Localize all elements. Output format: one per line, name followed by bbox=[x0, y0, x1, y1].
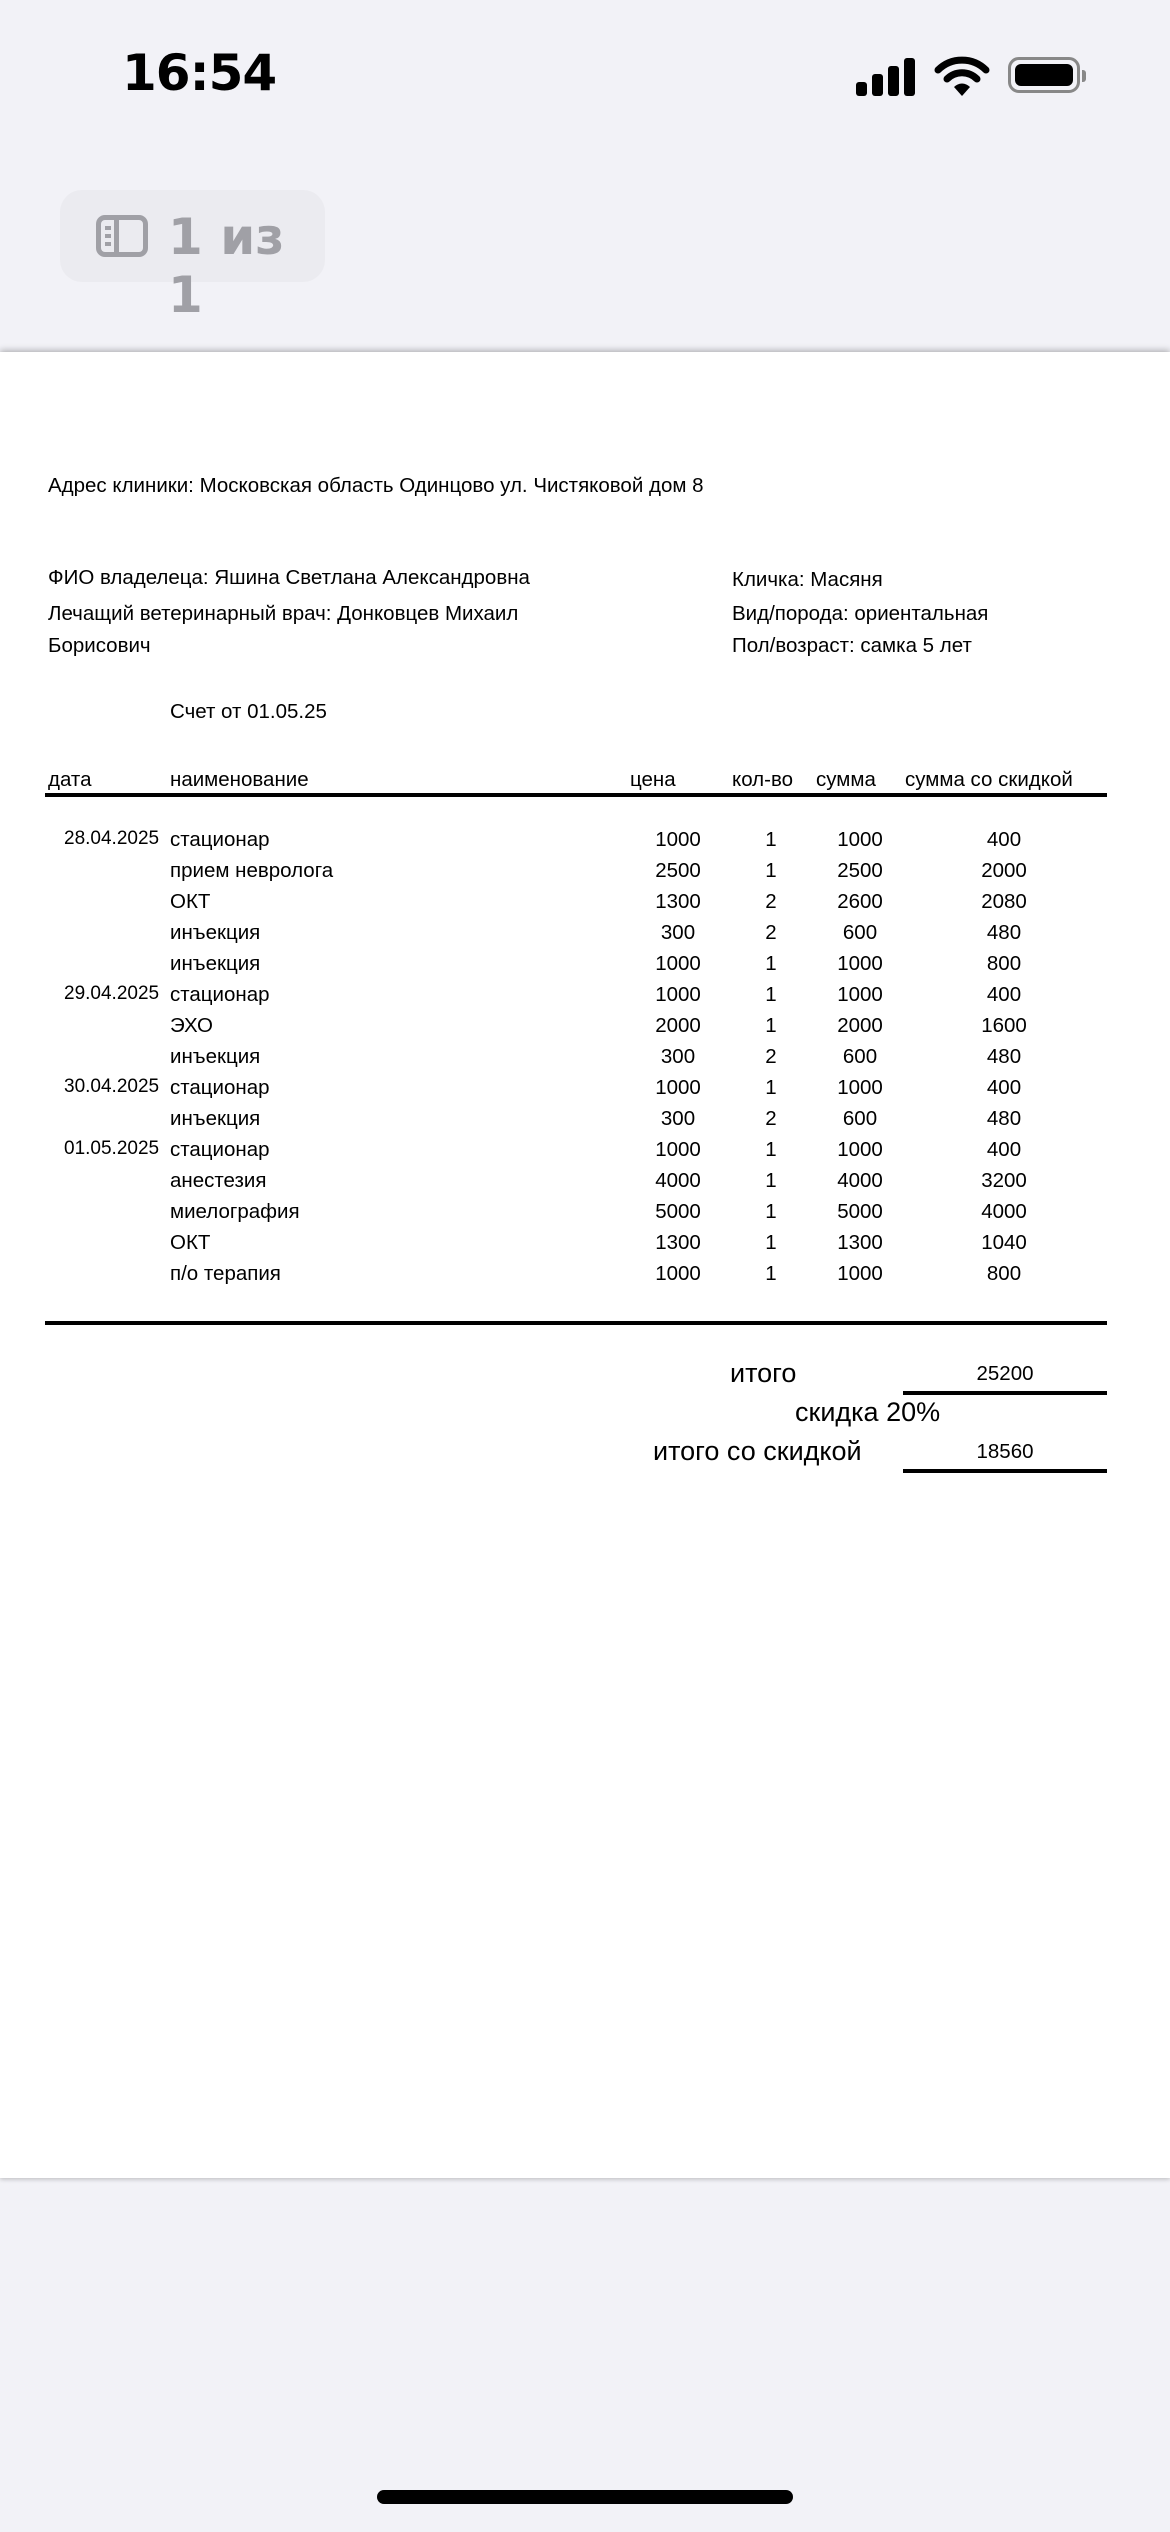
doctor-line-1: Лечащий ветеринарный врач: Донковцев Михаил bbox=[48, 602, 519, 625]
row-name: инъекция bbox=[170, 1107, 261, 1130]
row-price: 300 bbox=[660, 1045, 696, 1068]
page-indicator-label: 1 из 1 bbox=[168, 208, 285, 324]
table-row bbox=[0, 1138, 1170, 1169]
row-sum: 2600 bbox=[837, 890, 883, 913]
col-name: наименование bbox=[170, 768, 309, 791]
row-name: стационар bbox=[170, 828, 270, 851]
row-sum: 1000 bbox=[837, 1138, 883, 1161]
row-name: инъекция bbox=[170, 1045, 261, 1068]
invoice-title: Счет от 01.05.25 bbox=[170, 700, 327, 723]
pet-sex-age: Пол/возраст: самка 5 лет bbox=[732, 634, 972, 657]
row-price: 300 bbox=[660, 921, 696, 944]
row-discounted: 3200 bbox=[981, 1169, 1027, 1192]
row-qty: 1 bbox=[765, 1076, 777, 1099]
table-row bbox=[0, 983, 1170, 1014]
table-bottom-divider bbox=[45, 1321, 1107, 1325]
table-row bbox=[0, 1200, 1170, 1231]
row-sum: 1300 bbox=[837, 1231, 883, 1254]
row-qty: 2 bbox=[765, 921, 777, 944]
row-price: 5000 bbox=[655, 1200, 701, 1223]
row-qty: 1 bbox=[765, 1231, 777, 1254]
row-qty: 1 bbox=[765, 1200, 777, 1223]
total-discounted-value: 18560 bbox=[976, 1440, 1034, 1463]
row-price: 1300 bbox=[655, 1231, 701, 1254]
home-indicator[interactable] bbox=[377, 2490, 793, 2504]
row-sum: 1000 bbox=[837, 952, 883, 975]
row-discounted: 800 bbox=[986, 1262, 1022, 1285]
wifi-icon bbox=[934, 54, 990, 98]
row-discounted: 1040 bbox=[981, 1231, 1027, 1254]
table-row bbox=[0, 1262, 1170, 1293]
col-sum: сумма bbox=[816, 768, 876, 791]
row-sum: 4000 bbox=[837, 1169, 883, 1192]
row-sum: 2000 bbox=[837, 1014, 883, 1037]
row-name: ОКТ bbox=[170, 1231, 211, 1254]
row-date: 30.04.2025 bbox=[64, 1076, 160, 1097]
battery-icon bbox=[1008, 57, 1080, 93]
row-discounted: 4000 bbox=[981, 1200, 1027, 1223]
row-qty: 2 bbox=[765, 1107, 777, 1130]
row-name: п/о терапия bbox=[170, 1262, 281, 1285]
row-discounted: 400 bbox=[986, 828, 1022, 851]
row-sum: 600 bbox=[842, 1045, 878, 1068]
row-date: 29.04.2025 bbox=[64, 983, 160, 1004]
row-price: 1000 bbox=[655, 1076, 701, 1099]
clinic-address: Адрес клиники: Московская область Одинцово ул. Чистяковой дом 8 bbox=[48, 474, 704, 497]
row-price: 1000 bbox=[655, 1262, 701, 1285]
row-price: 300 bbox=[660, 1107, 696, 1130]
row-price: 2500 bbox=[655, 859, 701, 882]
row-qty: 1 bbox=[765, 1138, 777, 1161]
col-price: цена bbox=[630, 768, 676, 791]
row-qty: 1 bbox=[765, 1262, 777, 1285]
col-discounted: сумма со скидкой bbox=[905, 768, 1073, 791]
row-qty: 2 bbox=[765, 1045, 777, 1068]
row-sum: 1000 bbox=[837, 1262, 883, 1285]
row-qty: 1 bbox=[765, 859, 777, 882]
row-date: 01.05.2025 bbox=[64, 1138, 160, 1159]
table-row bbox=[0, 1107, 1170, 1138]
table-row bbox=[0, 1231, 1170, 1262]
total-label: итого bbox=[730, 1358, 797, 1388]
row-name: прием невролога bbox=[170, 859, 334, 882]
table-row bbox=[0, 952, 1170, 983]
row-name: анестезия bbox=[170, 1169, 267, 1192]
row-name: стационар bbox=[170, 1076, 270, 1099]
row-name: ОКТ bbox=[170, 890, 211, 913]
row-qty: 1 bbox=[765, 983, 777, 1006]
table-row bbox=[0, 1045, 1170, 1076]
row-price: 2000 bbox=[655, 1014, 701, 1037]
cellular-signal-icon bbox=[856, 56, 916, 96]
discount-label: скидка 20% bbox=[795, 1397, 941, 1427]
row-sum: 1000 bbox=[837, 983, 883, 1006]
row-name: миелография bbox=[170, 1200, 300, 1223]
row-name: инъекция bbox=[170, 952, 261, 975]
page-indicator-button[interactable] bbox=[60, 190, 325, 324]
total-underline bbox=[903, 1391, 1107, 1395]
row-sum: 1000 bbox=[837, 1076, 883, 1099]
row-qty: 2 bbox=[765, 890, 777, 913]
row-discounted: 2000 bbox=[981, 859, 1027, 882]
row-price: 1000 bbox=[655, 983, 701, 1006]
row-name: стационар bbox=[170, 983, 270, 1006]
row-price: 1000 bbox=[655, 828, 701, 851]
row-discounted: 480 bbox=[986, 1107, 1022, 1130]
row-price: 1000 bbox=[655, 1138, 701, 1161]
row-discounted: 400 bbox=[986, 1076, 1022, 1099]
table-row bbox=[0, 1014, 1170, 1045]
row-price: 1000 bbox=[655, 952, 701, 975]
document-page[interactable] bbox=[0, 352, 1170, 2178]
row-discounted: 2080 bbox=[981, 890, 1027, 913]
row-date: 28.04.2025 bbox=[64, 828, 160, 849]
row-sum: 600 bbox=[842, 1107, 878, 1130]
total-discounted-label: итого со скидкой bbox=[653, 1436, 862, 1466]
row-qty: 1 bbox=[765, 1014, 777, 1037]
row-discounted: 480 bbox=[986, 1045, 1022, 1068]
total-value: 25200 bbox=[976, 1362, 1034, 1385]
row-sum: 5000 bbox=[837, 1200, 883, 1223]
table-row bbox=[0, 921, 1170, 952]
row-qty: 1 bbox=[765, 952, 777, 975]
status-time: 16:54 bbox=[122, 44, 277, 102]
table-row bbox=[0, 890, 1170, 921]
row-discounted: 400 bbox=[986, 983, 1022, 1006]
col-qty: кол-во bbox=[732, 768, 793, 791]
row-qty: 1 bbox=[765, 1169, 777, 1192]
sidebar-icon bbox=[96, 215, 148, 257]
table-row bbox=[0, 859, 1170, 890]
row-sum: 1000 bbox=[837, 828, 883, 851]
row-sum: 2500 bbox=[837, 859, 883, 882]
row-sum: 600 bbox=[842, 921, 878, 944]
row-discounted: 800 bbox=[986, 952, 1022, 975]
doctor-line-2: Борисович bbox=[48, 634, 151, 657]
row-price: 1300 bbox=[655, 890, 701, 913]
col-date: дата bbox=[48, 768, 92, 791]
table-row bbox=[0, 1169, 1170, 1200]
pet-name: Кличка: Масяня bbox=[732, 568, 883, 591]
owner-name: ФИО владелеца: Яшина Светлана Александровна bbox=[48, 566, 530, 589]
row-discounted: 1600 bbox=[981, 1014, 1027, 1037]
table-row bbox=[0, 828, 1170, 859]
header-divider bbox=[45, 793, 1107, 797]
row-name: инъекция bbox=[170, 921, 261, 944]
row-name: стационар bbox=[170, 1138, 270, 1161]
row-price: 4000 bbox=[655, 1169, 701, 1192]
table-row bbox=[0, 1076, 1170, 1107]
total-discounted-underline bbox=[903, 1469, 1107, 1473]
row-qty: 1 bbox=[765, 828, 777, 851]
row-name: ЭХО bbox=[170, 1014, 213, 1037]
row-discounted: 400 bbox=[986, 1138, 1022, 1161]
pet-breed: Вид/порода: ориентальная bbox=[732, 602, 989, 625]
row-discounted: 480 bbox=[986, 921, 1022, 944]
